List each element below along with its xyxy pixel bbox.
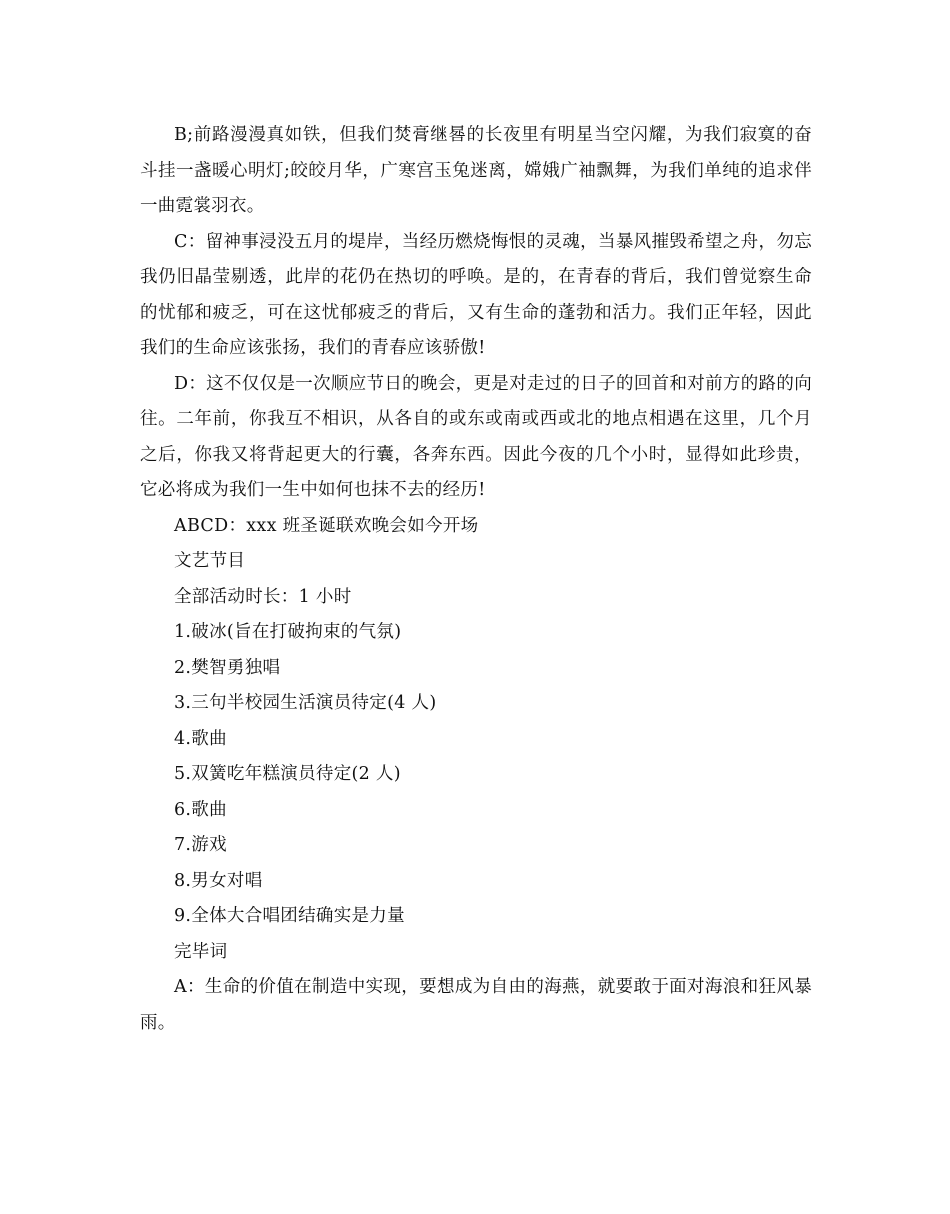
paragraph-c-verse: C：留神事浸没五月的堤岸，当经历燃烧悔恨的灵魂，当暴风摧毁希望之舟，勿忘我仍旧晶莹剔透，此岸的花仍在热切的呼唤。是的，在青春的背后，我们曾觉察生命的忧郁和疲乏，可在这忧郁疲乏的背后，又有生命的蓬勃和活力。我们正年轻，因此我们的生命应该张扬，我们的青春应该骄傲!: [140, 231, 812, 358]
closing-paragraph-a: A：生命的价值在制造中实现，要想成为自由的海燕，就要敢于面对海浪和狂风暴雨。: [140, 977, 812, 1033]
section-heading-closing: 完毕词: [174, 941, 228, 962]
opening-announcement: ABCD：xxx 班圣诞联欢晚会如今开场: [174, 515, 479, 536]
section-heading-programs: 文艺节目: [174, 551, 246, 571]
paragraph-b-verse: B;前路漫漫真如铁，但我们焚膏继晷的长夜里有明星当空闪耀，为我们寂寞的奋斗挂一盏暖心明灯;皎皎月华，广寒宫玉兔迷离，嫦娥广袖飘舞，为我们单纯的追求伴一曲霓裳羽衣。: [140, 125, 812, 216]
program-item: 3.三句半校园生活演员待定(4 人): [174, 693, 437, 713]
program-item: 1.破冰(旨在打破拘束的气氛): [174, 622, 402, 642]
paragraph-d-verse: D：这不仅仅是一次顺应节日的晚会，更是对走过的日子的回首和对前方的路的向往。二年前，你我互不相识，从各自的或东或南或西或北的地点相遇在这里，几个月之后，你我又将背起更大的行囊，各奔东西。因此今夜的几个小时，显得如此珍贵，它必将成为我们一生中如何也抹不去的经历!: [140, 373, 812, 500]
activity-duration: 全部活动时长：1 小时: [174, 586, 352, 607]
program-item: 4.歌曲: [174, 728, 227, 749]
program-item: 5.双簧吃年糕演员待定(2 人): [174, 764, 401, 784]
program-item: 8.男女对唱: [174, 870, 263, 891]
program-item: 2.樊智勇独唱: [174, 657, 281, 678]
program-item: 6.歌曲: [174, 799, 227, 820]
document-body: [140, 118, 812, 1041]
program-item: 9.全体大合唱团结确实是力量: [174, 906, 405, 926]
program-item: 7.游戏: [174, 835, 227, 855]
